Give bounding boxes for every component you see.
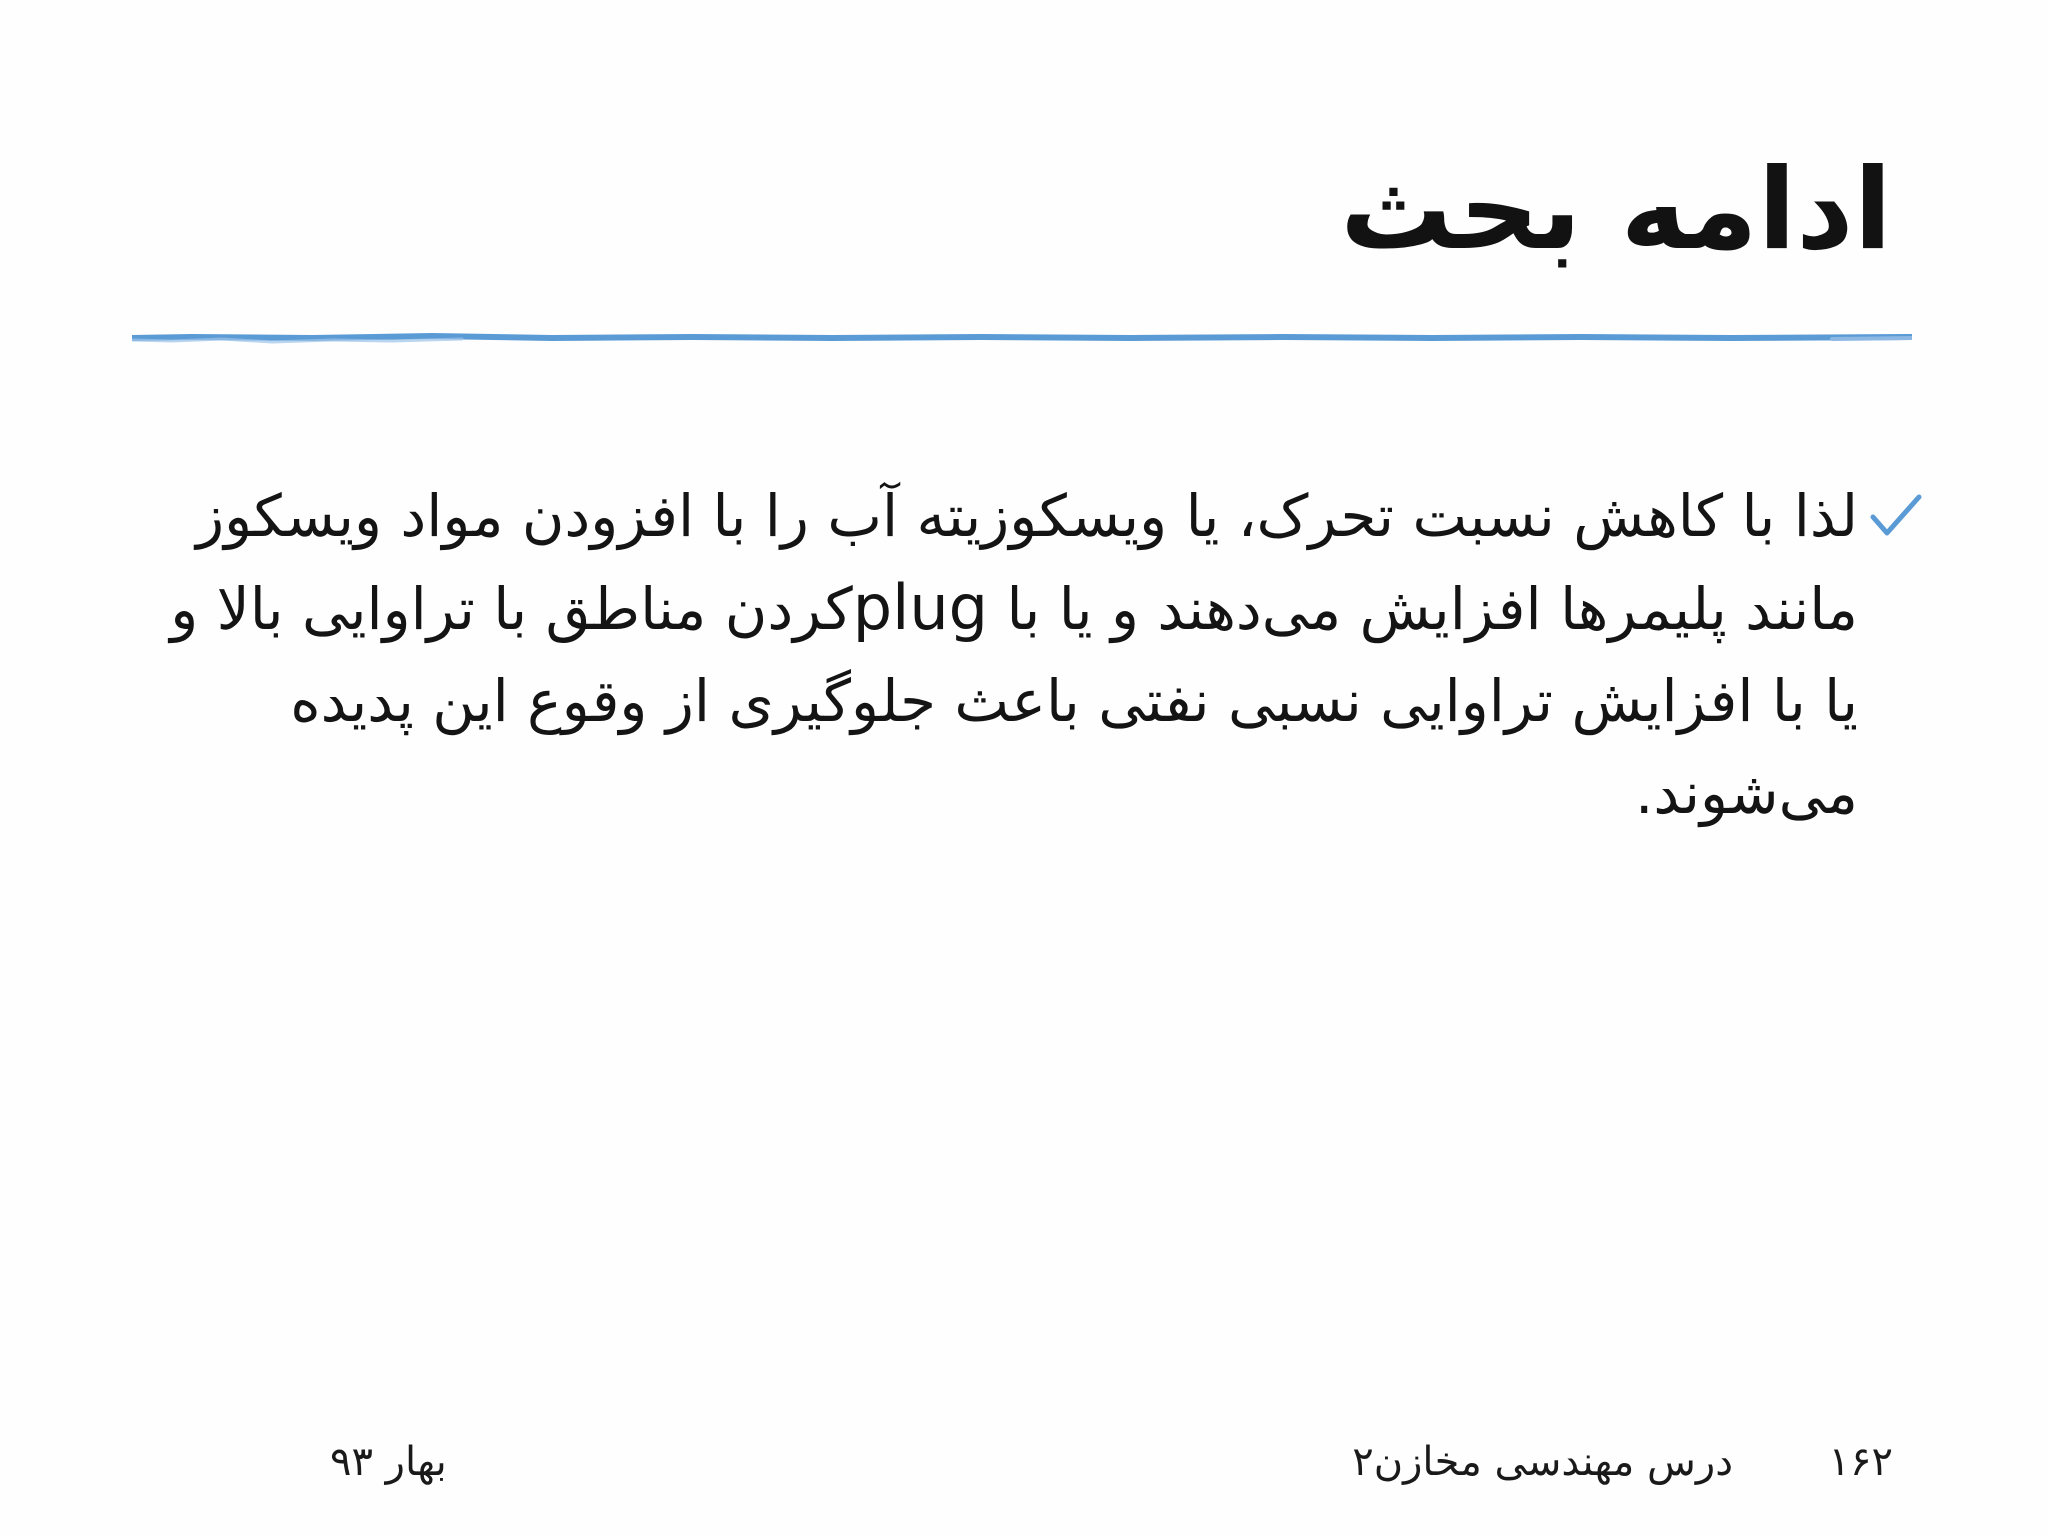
footer-term: بهار ۹۳ bbox=[330, 1439, 447, 1485]
bullet-text bbox=[150, 470, 1858, 839]
footer-page-number: ۱۶۲ bbox=[1828, 1439, 1893, 1485]
checkmark-icon bbox=[1864, 470, 1928, 562]
content-body bbox=[150, 470, 1928, 839]
footer-course-name: درس مهندسی مخازن۲ bbox=[1352, 1439, 1733, 1485]
bullet-text-plug: plug bbox=[852, 571, 989, 644]
slide-title: ادامه بحث bbox=[1340, 145, 1892, 275]
bullet-text-part-1: لذا با کاهش نسبت تحرک، یا ویسکوزیته آب را با افزودن مواد ویسکوز مانند پلیمرها افزایش می‌دهند و یا با bbox=[196, 482, 1858, 643]
title-underline bbox=[132, 330, 1912, 346]
bullet-text-part-2: کردن مناطق با تراوایی بالا و یا با افزایش تراوایی نسبی نفتی باعث جلوگیری از وقوع این پدیده می‌شوند. bbox=[170, 575, 1858, 827]
bullet-item bbox=[150, 470, 1928, 839]
